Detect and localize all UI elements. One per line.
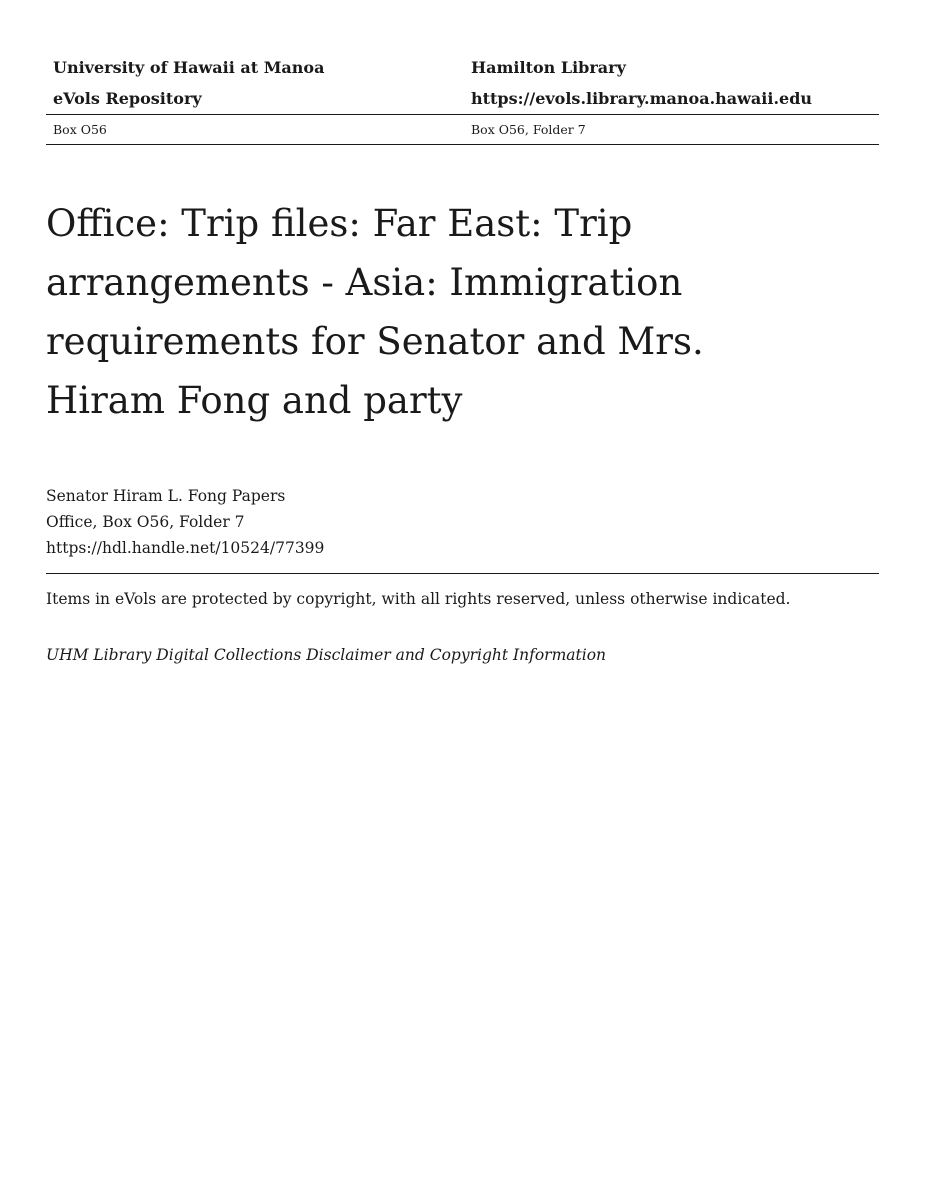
institution-name: University of Hawaii at Manoa — [53, 58, 325, 77]
copyright-notice: Items in eVols are protected by copyright, with all rights reserved, unless otherwise indicated. — [46, 590, 791, 608]
document-title: Office: Trip files: Far East: Trip arrangements - Asia: Immigration requirements for Senator and Mrs. Hiram Fong and party — [46, 202, 704, 422]
library-name: Hamilton Library — [471, 58, 626, 77]
metadata-divider — [46, 573, 879, 574]
folder-label: Box O56, Folder 7 — [471, 122, 586, 137]
box-label: Box O56 — [53, 122, 107, 137]
header — [46, 52, 879, 114]
collection-name: Senator Hiram L. Fong Papers — [46, 487, 286, 505]
handle-link[interactable]: https://hdl.handle.net/10524/77399 — [46, 539, 325, 557]
box-row — [46, 115, 879, 144]
repository-name: eVols Repository — [53, 89, 202, 108]
metadata-block — [46, 483, 879, 561]
folder-location: Office, Box O56, Folder 7 — [46, 513, 245, 531]
repository-url[interactable]: https://evols.library.manoa.hawaii.edu — [471, 89, 813, 108]
disclaimer-link[interactable]: UHM Library Digital Collections Disclaimer and Copyright Information — [46, 646, 607, 664]
cover-page — [46, 52, 879, 666]
box-divider — [46, 144, 879, 145]
